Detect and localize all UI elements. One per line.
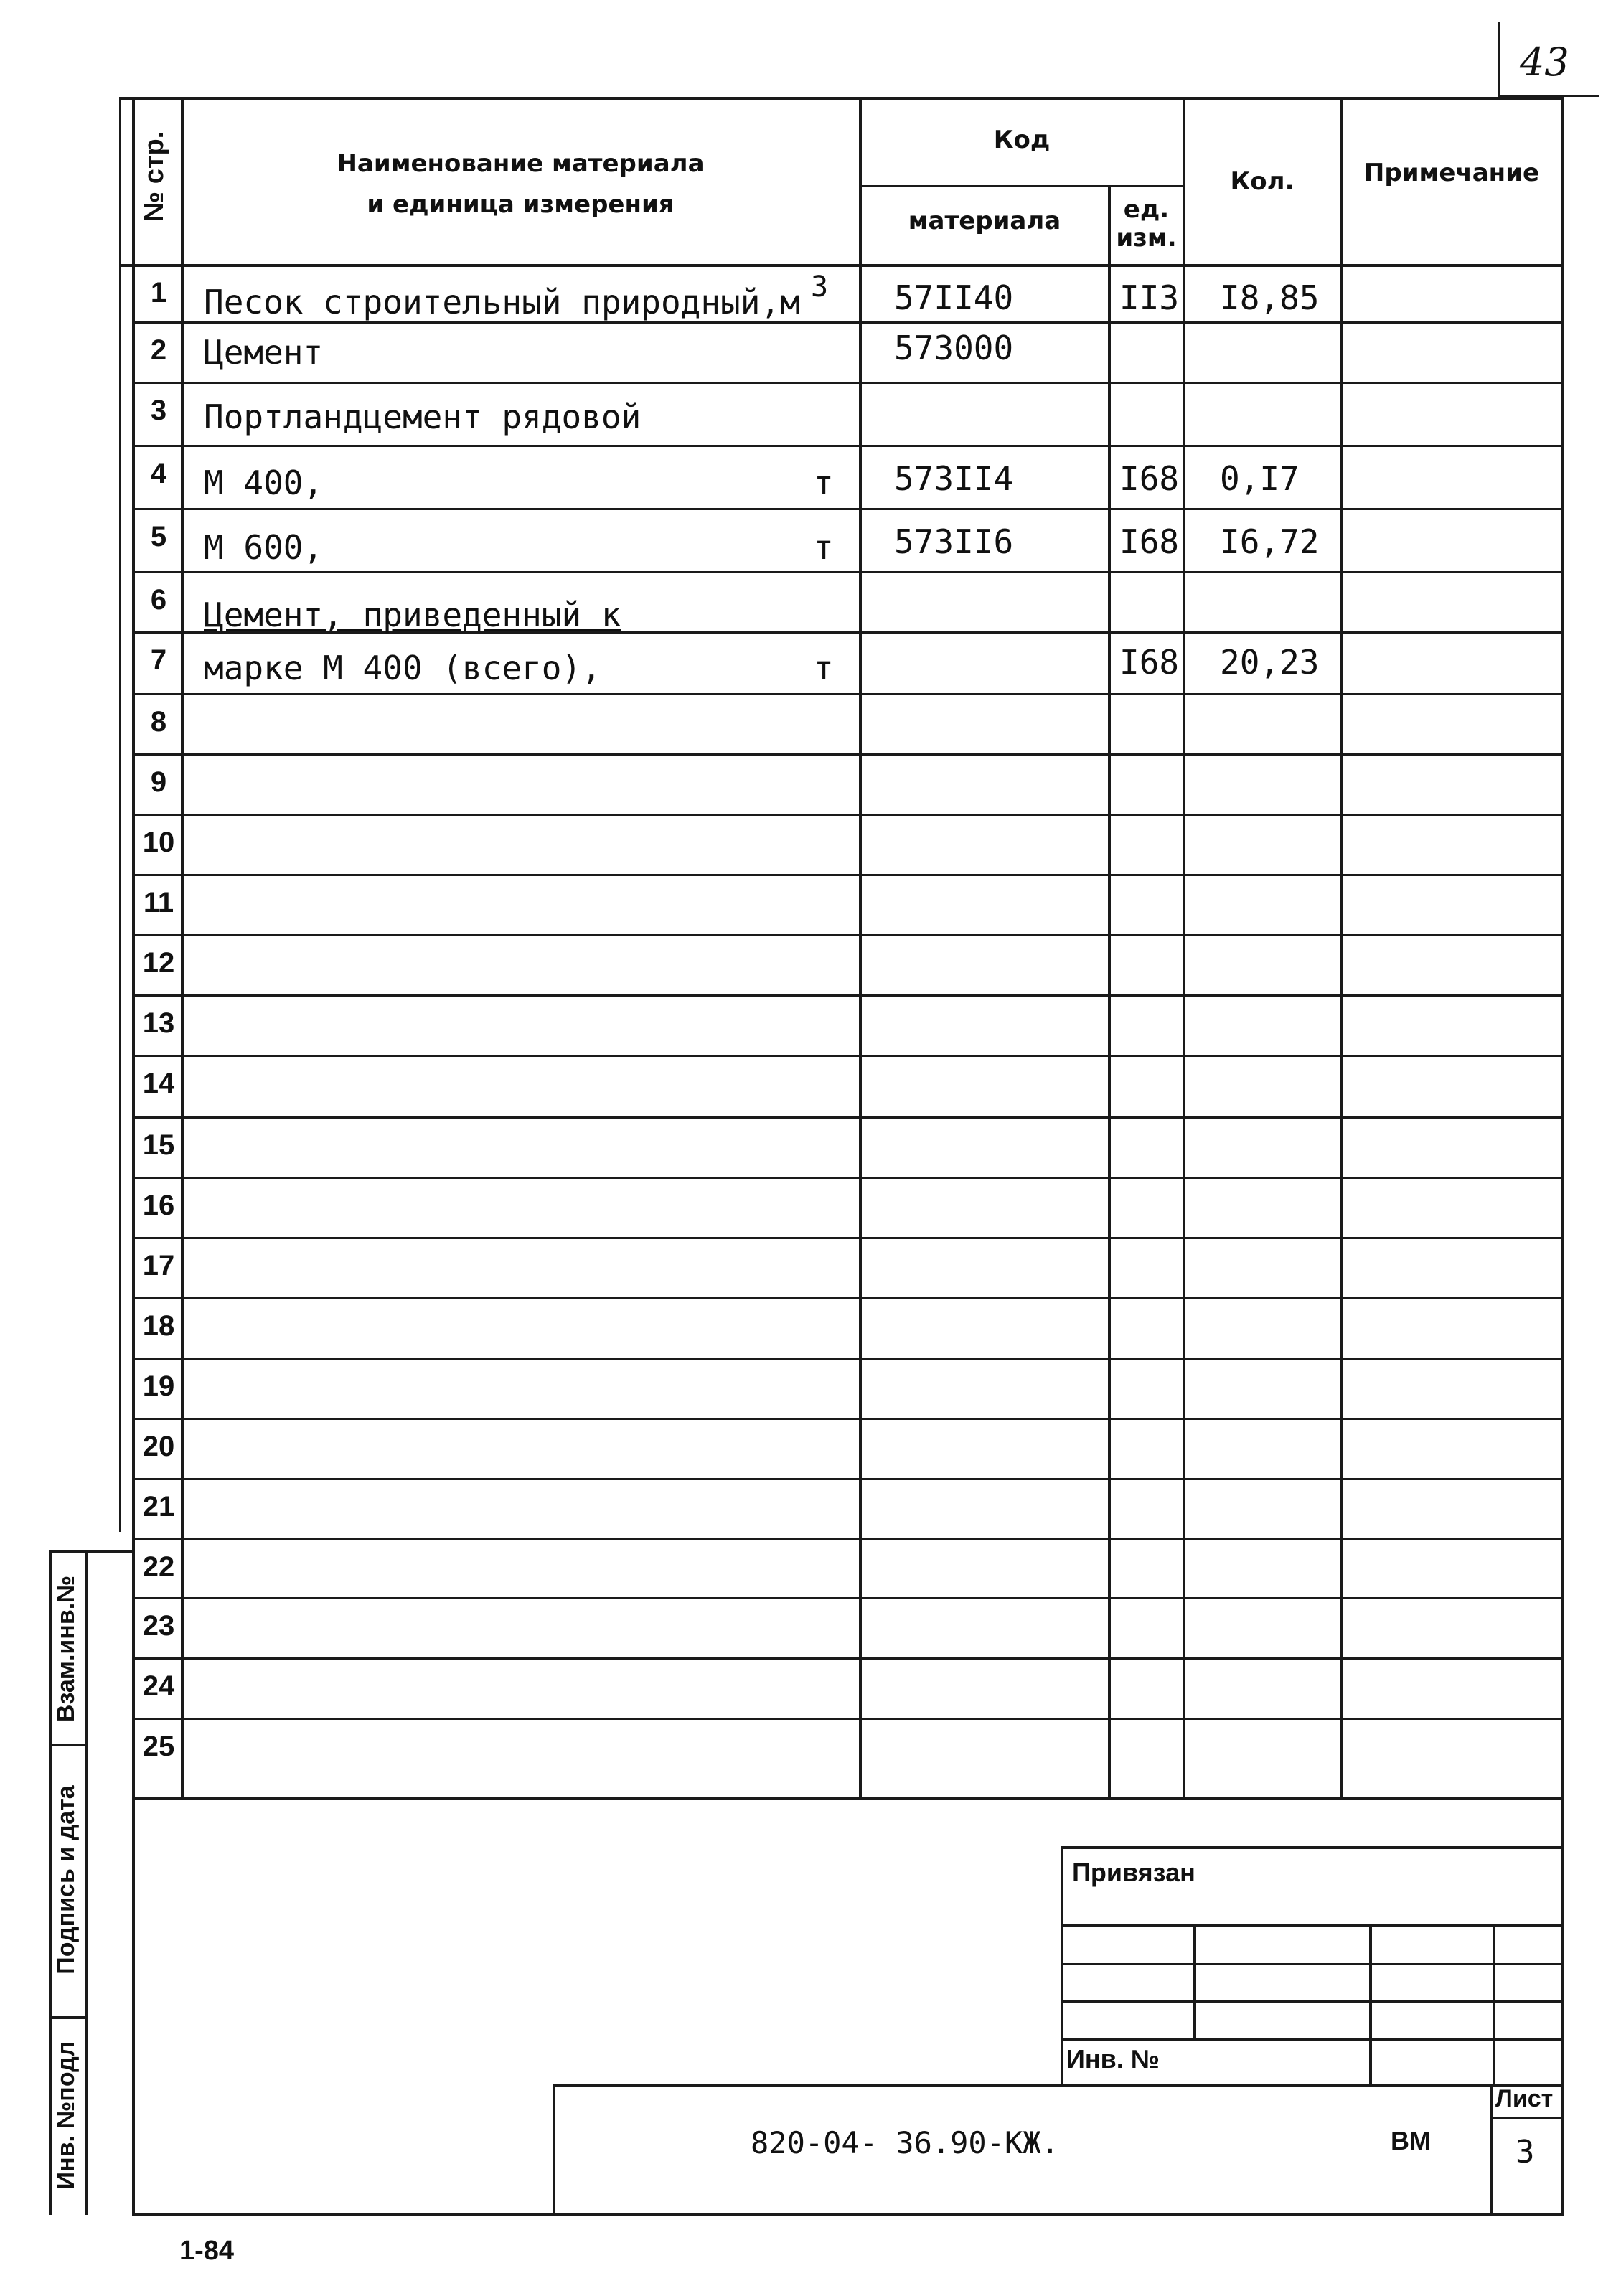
row-number: 13 — [142, 1007, 175, 1039]
row-separator — [132, 1237, 1563, 1239]
row-number: 2 — [150, 334, 167, 366]
header-code-split — [859, 185, 1183, 187]
row-separator — [132, 693, 1563, 695]
row-number: 1 — [150, 277, 167, 309]
row-number: 7 — [150, 644, 167, 676]
entry-unit-code: I68 — [1119, 643, 1180, 682]
row-separator — [132, 1177, 1563, 1179]
entry-name: М 400, — [204, 464, 324, 502]
row-number: 23 — [142, 1610, 175, 1642]
header-code-material: материала — [908, 207, 1061, 235]
header-code: Код — [993, 126, 1051, 154]
entry-quantity: 0,I7 — [1220, 459, 1300, 498]
row-number: 15 — [142, 1129, 175, 1161]
bound-col-2 — [1369, 1924, 1372, 2084]
side-label-replaced: Взам.инв.№ — [52, 1575, 80, 1723]
designation-top — [553, 2084, 1564, 2087]
entry-unit-code: I68 — [1119, 459, 1180, 498]
col-sep-name — [859, 97, 862, 1799]
row-separator — [132, 1478, 1563, 1480]
col-sep-unit — [1183, 97, 1185, 1799]
row-number: 11 — [143, 887, 174, 918]
side-strip-inner — [85, 1550, 88, 2215]
row-separator — [132, 382, 1563, 384]
header-code-unit-1: ед. — [1123, 195, 1170, 224]
inv-no-label: Инв. № — [1066, 2044, 1160, 2074]
entry-quantity: I6,72 — [1220, 522, 1320, 561]
entry-unit-code: I68 — [1119, 522, 1180, 561]
entry-material-code: 573000 — [894, 329, 1014, 367]
header-name-line1: Наименование материала — [337, 149, 705, 178]
row-separator — [132, 934, 1563, 936]
row-separator — [132, 445, 1563, 447]
entry-name: Портландцемент рядовой — [204, 397, 642, 436]
bound-col-3 — [1493, 1924, 1495, 2084]
entry-unit: т — [814, 464, 834, 502]
row-number: 17 — [142, 1250, 175, 1281]
side-label-inventory: Инв. №подл — [52, 2041, 80, 2190]
bound-col-1 — [1193, 1924, 1196, 2038]
bound-rule-2 — [1061, 1963, 1564, 1965]
row-separator — [132, 1597, 1563, 1599]
table-left-edge — [119, 97, 121, 1532]
page-number-divider — [1498, 22, 1500, 97]
bound-rule-4 — [1061, 2038, 1564, 2041]
row-separator — [132, 1055, 1563, 1057]
row-number: 16 — [142, 1190, 175, 1221]
header-note: Примечание — [1363, 159, 1540, 187]
row-number: 21 — [142, 1491, 175, 1523]
bound-rule-3 — [1061, 2000, 1564, 2003]
bound-label: Привязан — [1072, 1858, 1195, 1887]
entry-unit-code: II3 — [1119, 278, 1180, 317]
row-number: 25 — [142, 1731, 175, 1762]
row-separator — [132, 753, 1563, 756]
entry-unit: т — [814, 528, 834, 567]
bound-block-top — [1061, 1846, 1564, 1849]
sheet-col-left — [1490, 2084, 1493, 2215]
entry-name: марке М 400 (всего), — [204, 649, 601, 687]
col-sep-qty — [1340, 97, 1343, 1799]
title-block-top — [132, 1797, 1564, 1800]
row-number: 8 — [150, 706, 167, 738]
entry-name: Песок строительный природный,м — [204, 283, 800, 321]
table-right-border — [1561, 97, 1564, 2215]
table-top-border — [119, 97, 1563, 100]
row-separator — [132, 814, 1563, 816]
entry-material-code: 573II6 — [894, 522, 1014, 561]
col-sep-material — [1108, 185, 1111, 1799]
row-separator — [132, 1358, 1563, 1360]
row-separator — [132, 571, 1563, 573]
side-strip-outer — [49, 1550, 52, 2215]
sheet-label: Лист — [1495, 2085, 1554, 2112]
row-number: 5 — [150, 521, 167, 552]
header-name-line2: и единица измерения — [367, 190, 675, 219]
row-number: 12 — [142, 947, 175, 979]
side-strip-right — [132, 1550, 135, 2215]
entry-quantity: I8,85 — [1220, 278, 1320, 317]
row-number: 19 — [142, 1370, 175, 1402]
row-number: 4 — [150, 458, 167, 489]
side-label-signature: Подпись и дата — [52, 1785, 80, 1975]
entry-name: М 600, — [204, 528, 324, 567]
sheet-value: 3 — [1516, 2134, 1535, 2170]
designation-left — [553, 2084, 555, 2215]
row-number: 20 — [142, 1431, 175, 1462]
header-code-unit-2: изм. — [1116, 224, 1177, 253]
entry-material-code: 573II4 — [894, 459, 1014, 498]
footer-code: 1-84 — [179, 2236, 235, 2266]
row-separator — [132, 994, 1563, 997]
entry-unit: т — [814, 649, 834, 687]
row-separator — [132, 321, 1563, 324]
row-separator — [132, 874, 1563, 876]
bound-rule-1 — [1061, 1924, 1564, 1927]
page-number: 43 — [1520, 39, 1569, 85]
bound-block-left — [1061, 1846, 1063, 2084]
entry-name: Цемент — [204, 333, 324, 372]
row-number: 3 — [150, 395, 167, 426]
header-bottom-border — [119, 264, 1563, 267]
designation — [751, 2125, 1059, 2160]
header-quantity: Кол. — [1230, 167, 1295, 196]
designation-code: 820-04- 36.90-КЖ. — [751, 2125, 1059, 2160]
row-number: 24 — [142, 1670, 175, 1702]
row-separator — [132, 1297, 1563, 1299]
row-separator — [132, 1116, 1563, 1119]
entry-quantity: 20,23 — [1220, 643, 1320, 682]
title-block-bottom — [132, 2213, 1564, 2216]
row-number: 9 — [150, 766, 167, 798]
entry-superscript: 3 — [811, 270, 829, 304]
entry-name: Цемент, приведенный к — [204, 596, 621, 634]
row-separator — [132, 508, 1563, 510]
row-number: 6 — [150, 584, 167, 616]
header-row-no: № стр. — [139, 131, 169, 222]
row-separator — [132, 1657, 1563, 1660]
row-number: 22 — [142, 1551, 175, 1583]
row-number: 18 — [142, 1310, 175, 1342]
row-separator — [132, 1418, 1563, 1420]
entry-material-code: 57II40 — [894, 278, 1014, 317]
row-number: 10 — [142, 827, 175, 858]
sheet-label-rule — [1490, 2117, 1564, 2119]
row-separator — [132, 1718, 1563, 1720]
doc-code: ВМ — [1391, 2126, 1431, 2155]
row-separator — [132, 1538, 1563, 1540]
row-number: 14 — [142, 1068, 175, 1099]
